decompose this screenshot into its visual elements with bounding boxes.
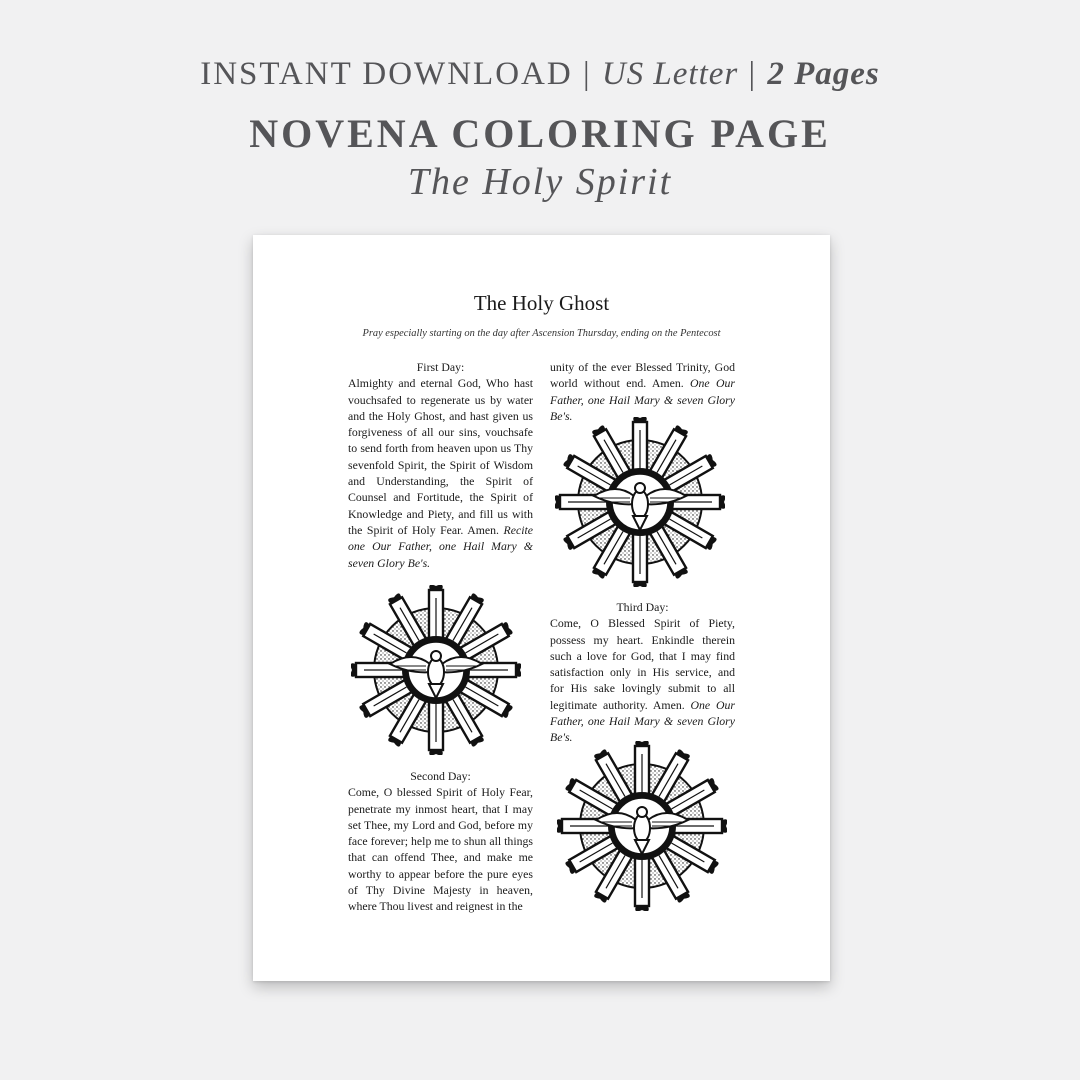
second-day-continued [550, 359, 735, 424]
banner-title: NOVENA COLORING PAGE [249, 111, 831, 156]
second-day-continued-body: unity of the ever Blessed Trinity, God world without end. Amen. [550, 360, 735, 391]
holy-spirit-emblem-top-right [555, 417, 725, 587]
document-subtitle: Pray especially starting on the day after Ascension Thursday, ending on the Pentecost [362, 328, 721, 339]
second-day-body: Come, O blessed Spirit of Holy Fear, penetrate my inmost heart, that I may set Thee, my Lord and God, before my face forever; help me to shun all things that can offend Thee, and make me worthy to appear before the pure eyes of Thy Divine Majesty in heaven, where Thou livest and reignest in the [348, 785, 533, 914]
third-day-closing: One Our Father, one Hail Mary & seven Glory Be's. [550, 697, 735, 745]
banner-format-line [0, 56, 1080, 93]
banner-paper-size: US Letter [601, 56, 739, 92]
holy-spirit-emblem-middle-left [351, 585, 521, 755]
dove-emblem-icon [555, 417, 725, 587]
second-day-prayer [348, 768, 533, 915]
banner-instant-download: INSTANT DOWNLOAD | [200, 56, 602, 92]
banner-page-count: 2 Pages [767, 56, 880, 92]
holy-spirit-emblem-bottom-right [557, 741, 727, 911]
second-day-continued-closing: One Our Father, one Hail Mary & seven Glory Be's. [550, 376, 735, 423]
third-day-heading: Third Day: [616, 600, 669, 614]
document-preview-page [253, 235, 830, 981]
document-title: The Holy Ghost [473, 291, 610, 315]
banner-separator: | [738, 56, 768, 92]
third-day-prayer [550, 599, 735, 746]
second-day-heading: Second Day: [410, 769, 471, 783]
third-day-body: Come, O Blessed Spirit of Piety, possess my heart. Enkindle therein such a love for God, that I may find satisfaction only in His service, and for His sake lovingly submit to all legitimate authority. Amen. [550, 616, 735, 712]
first-day-closing: Recite one Our Father, one Hail Mary & seven Glory Be's. [348, 522, 533, 570]
banner-subtitle: The Holy Spirit [407, 161, 673, 203]
first-day-body: Almighty and eternal God, Who hast vouchsafed to regenerate us by water and the Holy Ghost, and hast given us forgiveness of all our sins, vouchsafe to send forth from heaven upon us Thy sevenfold Spirit, the Spirit of Wisdom and Understanding, the Spirit of Counsel and Fortitude, the Spirit of Knowledge and Piety, and fill us with the Spirit of Holy Fear. Amen. [348, 376, 533, 537]
dove-emblem-icon [557, 741, 727, 911]
first-day-prayer [348, 359, 533, 571]
first-day-heading: First Day: [416, 360, 465, 374]
dove-emblem-icon [351, 585, 521, 755]
